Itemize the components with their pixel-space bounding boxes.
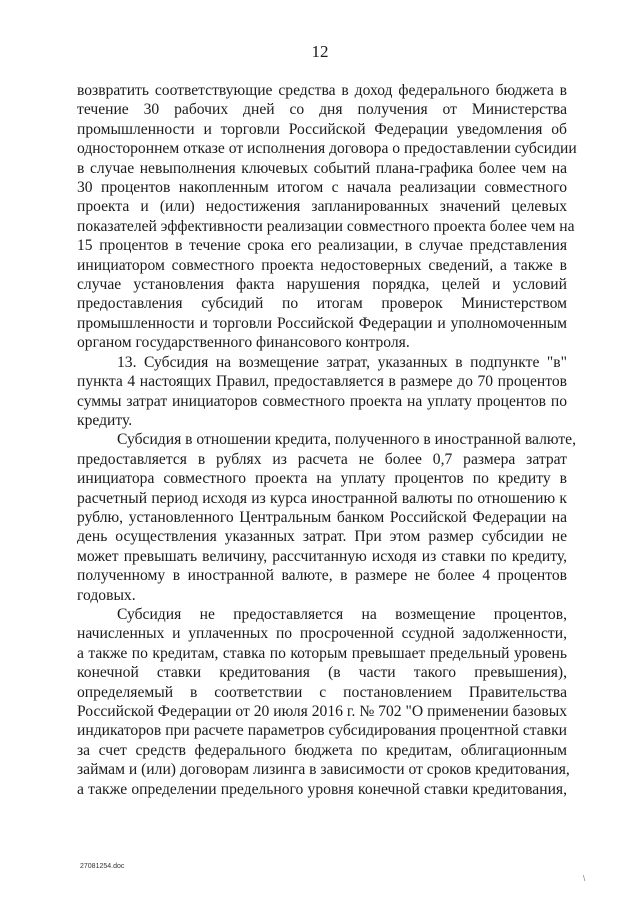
page-number: 12 (311, 42, 329, 61)
text-line: возвратить соответствующие средства в доход федерального бюджета в (77, 82, 567, 99)
text-line: расчетный период исходя из курса иностранной валюты по отношению к (77, 489, 567, 507)
text-line: 15 процентов в течение срока его реализации, в случае представления (77, 237, 567, 255)
text-line: займам и (или) договорам лизинга в зависимости от сроков кредитования, (77, 761, 570, 779)
text-line: Российской Федерации от 20 июля 2016 г. № 702 "О применении базовых (77, 703, 567, 720)
text-line: за счет средств федерального бюджета по кредитам, облигационным (77, 741, 567, 759)
text-line: 30 процентов накопленным итогом с начала реализации совместного (77, 179, 567, 197)
text-line: начисленных и уплаченных по просроченной ссудной задолженности, (77, 625, 567, 643)
text-line: а также по кредитам, ставка по которым превышает предельный уровень (77, 644, 567, 662)
text-line: органом государственного финансового контроля. (77, 334, 410, 352)
document-body (77, 81, 577, 799)
text-line: предоставления субсидий по итогам проверок Министерством (77, 295, 567, 313)
text-line: годовых. (77, 586, 136, 604)
text-line: течение 30 рабочих дней со дня получения от Министерства (77, 101, 567, 119)
text-line: в случае невыполнения ключевых событий плана-графика более чем на (77, 159, 567, 177)
text-line: суммы затрат инициаторов совместного проекта на уплату процентов по (77, 392, 567, 410)
text-line: промышленности и торговли Российской Федерации и уполномоченным (77, 314, 567, 332)
text-line: инициатора совместного проекта на уплату процентов по кредиту в (77, 470, 567, 488)
footer-mark: \ (583, 874, 586, 883)
footer-document-id: 27081254.doc (80, 863, 125, 870)
text-line: может превышать величину, рассчитанную исходя из ставки по кредиту, (77, 547, 567, 565)
text-line: показателей эффективности реализации совместного проекта более чем на (77, 217, 575, 235)
text-line: рублю, установленного Центральным банком Российской Федерации на (77, 508, 567, 526)
text-line: пункта 4 настоящих Правил, предоставляется в размере до 70 процентов (77, 373, 567, 391)
text-line: индикаторов при расчете параметров субсидирования процентной ставки (77, 722, 567, 740)
text-line: предоставляется в рублях из расчета не более 0,7 размера затрат (77, 450, 567, 468)
text-line: одностороннем отказе от исполнения договора о предоставлении субсидии (77, 140, 577, 158)
text-line: случае установления факта нарушения порядка, целей и условий (77, 276, 567, 294)
text-line: день осуществления указанных затрат. При этом размер субсидии не (77, 528, 567, 546)
text-line: кредиту. (77, 411, 133, 429)
text-line: определяемый в соответствии с постановлением Правительства (77, 683, 567, 701)
text-line: инициатором совместного проекта недостоверных сведений, а также в (77, 256, 567, 274)
text-line: полученному в иностранной валюте, в размере не более 4 процентов (77, 567, 567, 585)
text-line: промышленности и торговли Российской Федерации уведомления об (77, 120, 567, 138)
text-line: конечной ставки кредитования (в части такого превышения), (77, 664, 567, 682)
text-line: проекта и (или) недостижения запланированных значений целевых (77, 198, 567, 216)
text-line: Субсидия не предоставляется на возмещение процентов, (117, 605, 567, 623)
text-line: а также определении предельного уровня конечной ставки кредитования, (77, 780, 567, 798)
text-line: Субсидия в отношении кредита, полученного в иностранной валюте, (117, 431, 576, 449)
text-line: 13. Субсидия на возмещение затрат, указанных в подпункте "в" (117, 353, 567, 371)
